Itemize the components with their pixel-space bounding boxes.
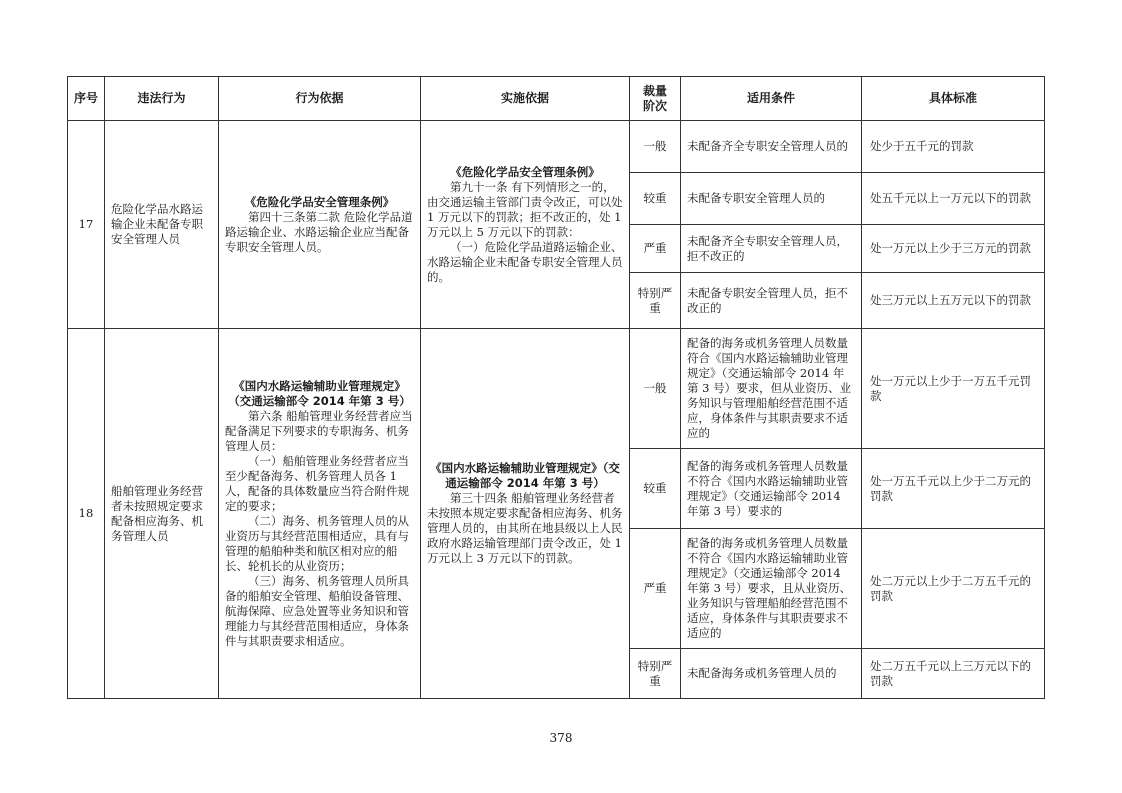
header-condition: 适用条件 <box>681 77 862 121</box>
basis-title: 《危险化学品安全管理条例》 <box>244 194 395 209</box>
penalty-table <box>67 76 1045 699</box>
condition-cell: 未配备齐全专职安全管理人员的 <box>681 121 862 173</box>
impl-text: 第三十四条 船舶管理业务经营者未按照本规定要求配备相应海务、机务管理人员的，由其所在地县级以上人民政府水路运输管理部门责令改正，处 1 万元以上 3 万元以下的罚款。 <box>427 491 623 565</box>
row-violation: 船舶管理业务经营者未按照规定要求配备相应海务、机务管理人员 <box>105 329 219 699</box>
basis-text: （三）海务、机务管理人员所具备的船舶安全管理、船舶设备管理、航海保障、应急处置等业务知识和管理能力与其经营范围相适应，身体条件与其职责要求相适应。 <box>225 573 409 648</box>
level-cell: 特别严重 <box>630 273 681 329</box>
header-violation: 违法行为 <box>105 77 219 121</box>
level-cell: 一般 <box>630 329 681 449</box>
header-standard: 具体标准 <box>862 77 1045 121</box>
condition-cell: 配备的海务或机务管理人员数量不符合《国内水路运输辅助业管理规定》（交通运输部令 2014 年第 3 号）要求，且从业资历、业务知识与管理船舶经营范围不适应，身体条件与其职责要求不适应的 <box>681 529 862 649</box>
header-level: 裁量阶次 <box>630 77 681 121</box>
standard-cell: 处三万元以上五万元以下的罚款 <box>862 273 1045 329</box>
level-cell: 较重 <box>630 173 681 225</box>
level-cell: 严重 <box>630 529 681 649</box>
table-header-row <box>68 77 1045 121</box>
impl-text: （一）危险化学品道路运输企业、水路运输企业未配备专职安全管理人员的。 <box>427 239 623 284</box>
standard-cell: 处二万元以上少于二万五千元的罚款 <box>862 529 1045 649</box>
standard-cell: 处一万元以上少于三万元的罚款 <box>862 225 1045 273</box>
level-cell: 较重 <box>630 449 681 529</box>
row-basis <box>219 329 421 699</box>
condition-cell: 未配备专职安全管理人员的 <box>681 173 862 225</box>
row-basis <box>219 121 421 329</box>
standard-cell: 处五千元以上一万元以下的罚款 <box>862 173 1045 225</box>
impl-title: 《国内水路运输辅助业管理规定》（交通运输部令 2014 年第 3 号） <box>430 461 620 490</box>
level-cell: 严重 <box>630 225 681 273</box>
table-row <box>68 121 1045 173</box>
impl-text: 第九十一条 有下列情形之一的，由交通运输主管部门责令改正，可以处 1 万元以下的罚款；拒不改正的，处 1 万元以上 5 万元以下的罚款： <box>427 179 623 239</box>
row-seq: 17 <box>68 121 105 329</box>
condition-cell: 未配备海务或机务管理人员的 <box>681 649 862 699</box>
level-cell: 一般 <box>630 121 681 173</box>
impl-title: 《危险化学品安全管理条例》 <box>450 164 600 179</box>
page-number: 378 <box>549 731 573 745</box>
row-implementation <box>421 121 630 329</box>
table-row <box>68 329 1045 449</box>
header-basis: 行为依据 <box>219 77 421 121</box>
standard-cell: 处一万元以上少于一万五千元罚款 <box>862 329 1045 449</box>
condition-cell: 配备的海务或机务管理人员数量符合《国内水路运输辅助业管理规定》（交通运输部令 2014 年第 3 号）要求，但从业资历、业务知识与管理船舶经营范围不适应，身体条件与其职责要求不适应的 <box>681 329 862 449</box>
standard-cell: 处一万五千元以上少于二万元的罚款 <box>862 449 1045 529</box>
header-implementation: 实施依据 <box>421 77 630 121</box>
basis-text: （二）海务、机务管理人员的从业资历与其经营范围相适应，具有与管理的船舶种类和航区相对应的船长、轮机长的从业资历； <box>225 513 409 573</box>
condition-cell: 未配备专职安全管理人员，拒不改正的 <box>681 273 862 329</box>
basis-text: 第四十三条第二款 危险化学品道路运输企业、水路运输企业应当配备专职安全管理人员。 <box>225 209 413 254</box>
standard-cell: 处二万五千元以上三万元以下的罚款 <box>862 649 1045 699</box>
row-seq: 18 <box>68 329 105 699</box>
row-violation: 危险化学品水路运输企业未配备专职安全管理人员 <box>105 121 219 329</box>
basis-text: （一）船舶管理业务经营者应当至少配备海务、机务管理人员各 1 人，配备的具体数量应当符合附件规定的要求； <box>225 453 409 513</box>
header-seq: 序号 <box>68 77 105 121</box>
basis-text: 第六条 船舶管理业务经营者应当配备满足下列要求的专职海务、机务管理人员： <box>225 408 413 453</box>
basis-title: 《国内水路运输辅助业管理规定》（交通运输部令 2014 年第 3 号） <box>228 378 411 408</box>
standard-cell: 处少于五千元的罚款 <box>862 121 1045 173</box>
condition-cell: 未配备齐全专职安全管理人员，拒不改正的 <box>681 225 862 273</box>
level-cell: 特别严重 <box>630 649 681 699</box>
condition-cell: 配备的海务或机务管理人员数量不符合《国内水路运输辅助业管理规定》（交通运输部令 2014 年第 3 号）要求的 <box>681 449 862 529</box>
row-implementation <box>421 329 630 699</box>
